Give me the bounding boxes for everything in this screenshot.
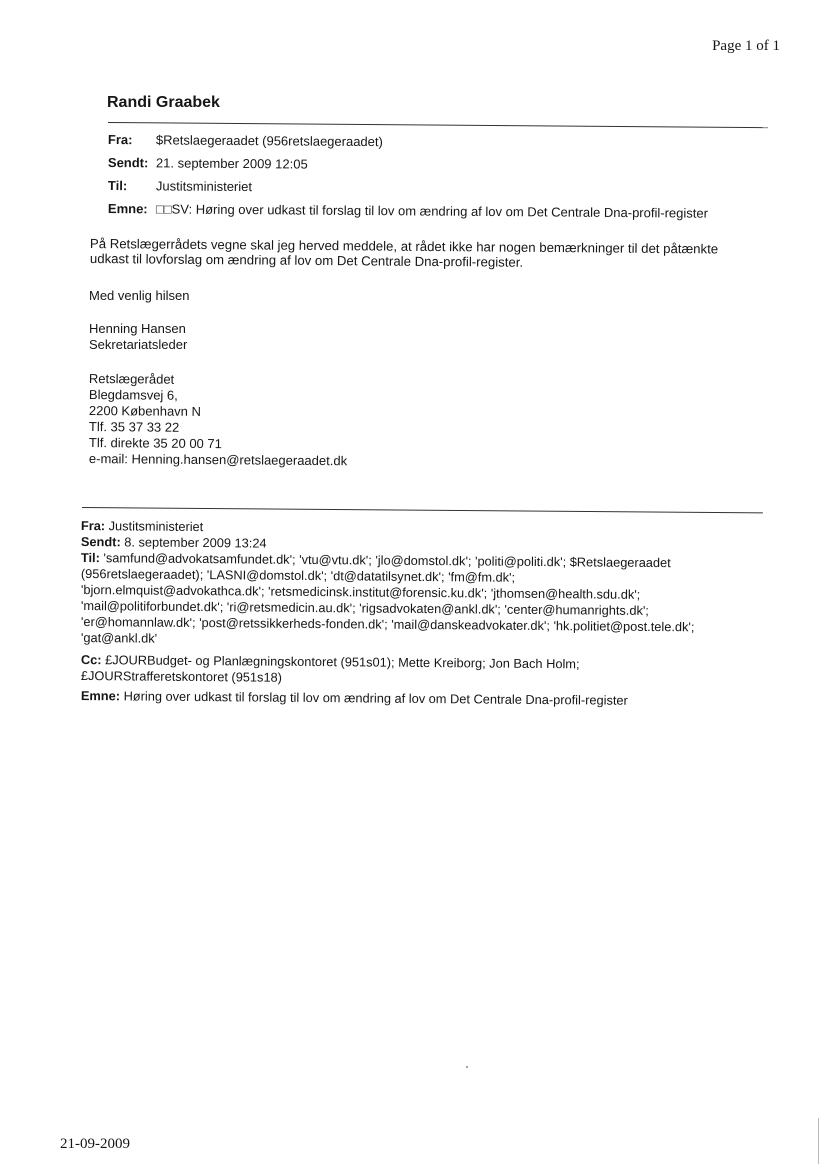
scan-speck xyxy=(466,1066,468,1068)
address-line-3: 2200 København N xyxy=(88,403,202,419)
reply-sent-row xyxy=(108,155,308,172)
original-subject-row xyxy=(81,688,628,708)
original-sent-label: Sendt: xyxy=(80,534,121,550)
original-sent-value: 8. september 2009 13:24 xyxy=(124,534,267,551)
reply-to-label: Til: xyxy=(107,178,128,194)
address-phone: Tlf. 35 37 33 22 xyxy=(88,419,180,435)
body-line-2: udkast til lovforslag om ændring af lov om Det Centrale Dna-profil-register. xyxy=(89,251,524,270)
reply-subject-value: □□SV: Høring over udkast til forslag til lov om ændring af lov om Det Centrale Dna-profil-register xyxy=(155,201,709,221)
original-to-line-5: 'er@homannlaw.dk'; 'post@retssikkerheds-fonden.dk'; 'mail@danskeadvokater.dk'; 'hk.politiet@post.tele.dk'; xyxy=(80,614,695,635)
original-from-row xyxy=(81,518,203,534)
reply-sent-label: Sendt: xyxy=(107,155,149,171)
mailbox-owner-name: Randi Graabek xyxy=(107,94,220,111)
original-from-label: Fra: xyxy=(80,518,106,534)
reply-from-label: Fra: xyxy=(107,132,133,148)
original-to-line-2: (956retslaegeraadet); 'LASNI@domstol.dk'; 'dt@datatilsynet.dk'; 'fm@fm.dk'; xyxy=(80,566,516,585)
signature-title: Sekretariatsleder xyxy=(89,337,188,352)
address-line-1: Retslægerådet xyxy=(88,371,175,387)
original-from-value: Justitsministeriet xyxy=(108,518,204,535)
address-line-2: Blegdamsvej 6, xyxy=(88,387,178,403)
address-email: e-mail: Henning.hansen@retslaegeraadet.dk xyxy=(88,451,348,469)
forward-divider xyxy=(82,507,763,513)
reply-subject-label: Emne: xyxy=(107,201,148,217)
reply-from-row xyxy=(108,132,383,149)
header-divider xyxy=(108,122,768,128)
original-subject-value: Høring over udkast til forslag til lov om ændring af lov om Det Centrale Dna-profil-register xyxy=(123,688,628,708)
original-to-line-4: 'mail@politiforbundet.dk'; 'ri@retsmedicin.au.dk'; 'rigsadvokaten@ankl.dk'; 'center@humanrights.dk'; xyxy=(80,598,649,618)
greeting: Med venlig hilsen xyxy=(89,288,190,303)
original-cc-line-2: £JOURStrafferetskontoret (951s18) xyxy=(80,668,283,685)
reply-sent-value: 21. september 2009 12:05 xyxy=(155,155,308,172)
original-cc-label: Cc: xyxy=(80,652,102,668)
original-to-line-1: 'samfund@advokatsamfundet.dk'; 'vtu@vtu.dk'; 'jlo@domstol.dk'; 'politi@politi.dk'; $Retslaegeraadet xyxy=(103,550,671,571)
body-line-1: På Retslægerrådets vegne skal jeg herved meddele, at rådet ikke har nogen bemærkninger til det påtænkte xyxy=(89,236,719,257)
footer-date: 21-09-2009 xyxy=(60,1136,130,1152)
original-to-label: Til: xyxy=(80,550,100,566)
original-subject-label: Emne: xyxy=(80,688,121,704)
scan-edge-mark xyxy=(818,1118,819,1164)
signature-name: Henning Hansen xyxy=(89,321,186,336)
address-direct-phone: Tlf. direkte 35 20 00 71 xyxy=(88,435,222,452)
reply-to-row xyxy=(108,178,252,194)
original-sent-row xyxy=(81,534,267,551)
reply-from-value: $Retslaegeraadet (956retslaegeraadet) xyxy=(155,132,383,150)
reply-subject-row xyxy=(108,201,708,221)
original-to-line-6: 'gat@ankl.dk' xyxy=(80,630,158,646)
reply-to-value: Justitsministeriet xyxy=(155,178,253,195)
page-number: Page 1 of 1 xyxy=(712,38,780,54)
original-to-line-3: 'bjorn.elmquist@advokathca.dk'; 'retsmedicinsk.institut@forensic.ku.dk'; 'jthomsen@health.sdu.dk'; xyxy=(80,582,641,602)
original-cc-line-1: £JOURBudget- og Planlægningskontoret (951s01); Mette Kreiborg; Jon Bach Holm; xyxy=(105,652,580,672)
